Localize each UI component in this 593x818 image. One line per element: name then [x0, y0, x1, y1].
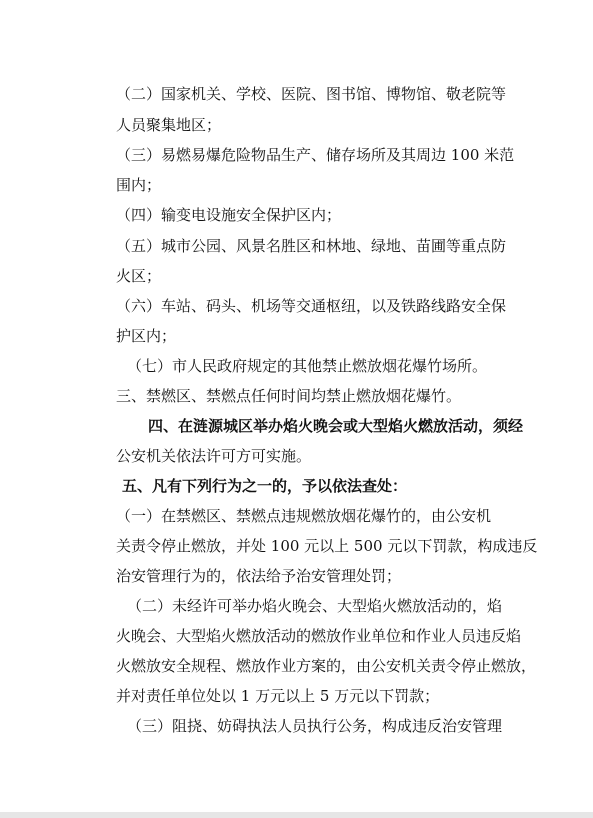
text-line: 火区；: [116, 267, 162, 285]
text-line: （五）城市公园、风景名胜区和林地、绿地、苗圃等重点防: [116, 237, 507, 255]
text-line: 四、在涟源城区举办焰火晚会或大型焰火燃放活动，须经: [148, 417, 524, 435]
text-line: （六）车站、码头、机场等交通枢纽，以及铁路线路安全保: [116, 297, 507, 315]
text-line: （二）未经许可举办焰火晚会、大型焰火燃放活动的，焰: [127, 597, 503, 615]
text-line: 护区内；: [116, 327, 177, 345]
text-line: （二）国家机关、学校、医院、图书馆、博物馆、敬老院等: [116, 85, 507, 103]
text-line: （三）阻挠、妨碍执法人员执行公务，构成违反治安管理: [127, 717, 503, 735]
text-line: 三、禁燃区、禁燃点任何时间均禁止燃放烟花爆竹。: [116, 387, 462, 405]
text-line: （三）易燃易爆危险物品生产、储存场所及其周边 100 米范: [116, 146, 515, 164]
text-line: （四）输变电设施安全保护区内；: [116, 206, 342, 224]
text-line: 火燃放安全规程、燃放作业方案的，由公安机关责令停止燃放，: [116, 657, 537, 675]
text-line: 五、凡有下列行为之一的，予以依法查处：: [122, 477, 408, 495]
text-line: 火晚会、大型焰火燃放活动的燃放作业单位和作业人员违反焰: [116, 627, 522, 645]
page-bottom-edge: [0, 812, 593, 818]
text-line: 人员聚集地区；: [116, 116, 222, 134]
text-line: 公安机关依法许可方可实施。: [116, 447, 312, 465]
text-line: 治安管理行为的，依法给予治安管理处罚；: [116, 567, 402, 585]
text-line: 并对责任单位处以 1 万元以上 5 万元以下罚款；: [116, 687, 440, 705]
text-line: 关责令停止燃放，并处 100 元以上 500 元以下罚款，构成违反: [116, 537, 538, 555]
text-line: 围内；: [116, 176, 162, 194]
text-line: （一）在禁燃区、禁燃点违规燃放烟花爆竹的，由公安机: [116, 507, 492, 525]
text-line: （七）市人民政府规定的其他禁止燃放烟花爆竹场所。: [127, 357, 488, 375]
